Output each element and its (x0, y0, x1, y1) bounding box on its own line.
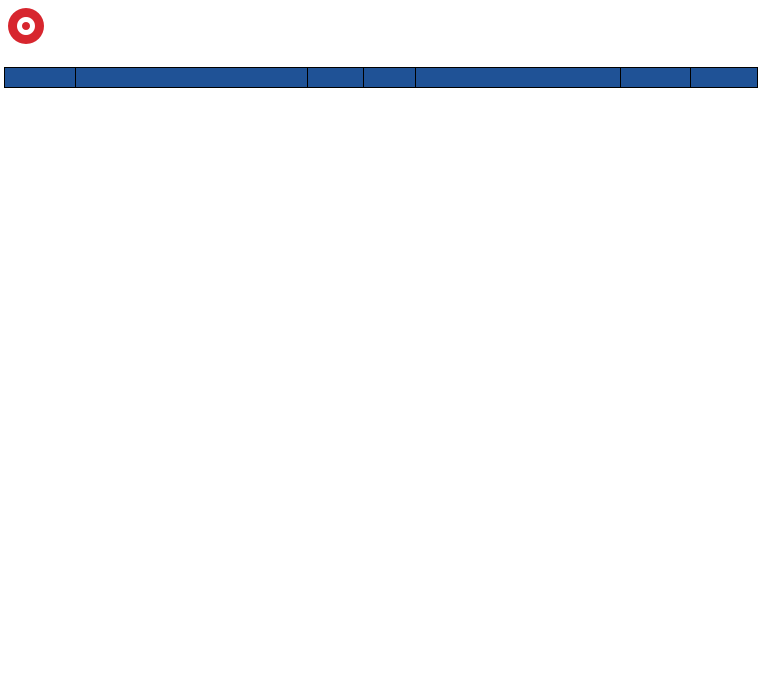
col-category (5, 68, 76, 88)
report-header (0, 0, 761, 66)
logo-icon (8, 8, 44, 44)
company-logo (8, 6, 198, 46)
col-indicator-right (416, 68, 621, 88)
author-credentials (8, 48, 44, 61)
col-change-right (691, 68, 758, 88)
col-indicator (76, 68, 308, 88)
data-table (4, 67, 758, 88)
col-latest (308, 68, 364, 88)
table-header-row (5, 68, 758, 88)
col-latest-right (621, 68, 691, 88)
col-change (364, 68, 416, 88)
